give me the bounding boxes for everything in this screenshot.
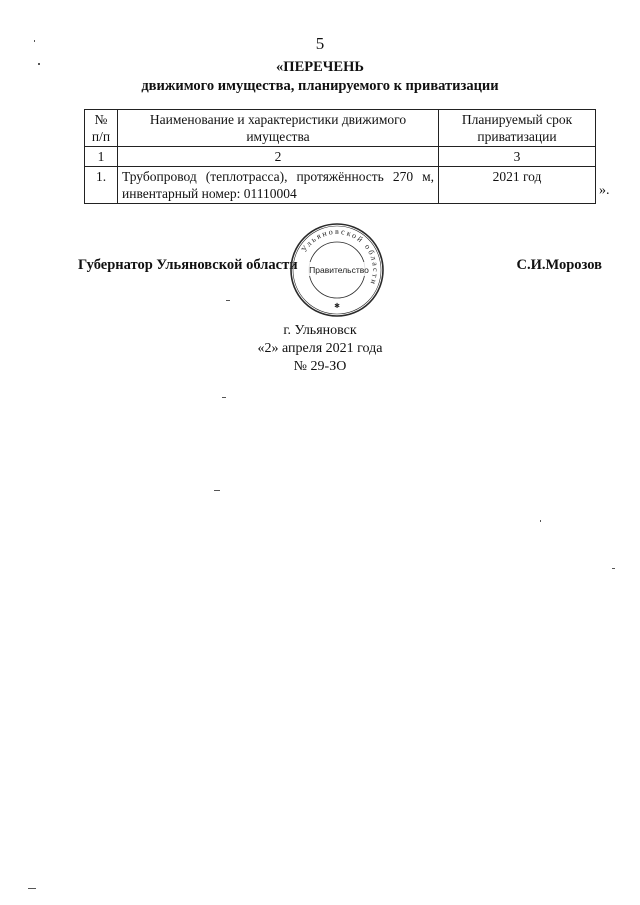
official-seal-icon	[289, 222, 385, 318]
scan-speck	[226, 300, 230, 301]
row-name-cell: Трубопровод (теплотрасса), протяжённость 270 м, инвентарный номер: 01110004	[118, 167, 439, 204]
scan-speck	[222, 397, 226, 398]
signatory-name: С.И.Морозов	[516, 257, 602, 273]
scan-speck	[540, 520, 541, 522]
page-number: 5	[315, 34, 325, 53]
index-cell-3: 3	[439, 147, 596, 167]
scan-speck	[28, 888, 36, 889]
closing-quote: ».	[599, 183, 610, 198]
row-term-cell: 2021 год	[439, 167, 596, 204]
header-term: Планируемый срок приватизации	[439, 110, 596, 147]
title-line-2: движимого имущества, планируемого к приватизации	[141, 78, 499, 94]
scan-speck	[214, 490, 220, 491]
row-num-cell: 1.	[85, 167, 118, 204]
header-num: № п/п	[85, 110, 118, 147]
document-title	[0, 58, 640, 96]
table-row	[85, 167, 596, 204]
property-list-table	[84, 109, 596, 204]
seal-center-text: Правительство	[309, 265, 369, 275]
title-line-1: «ПЕРЕЧЕНЬ	[276, 59, 364, 75]
law-number-line: № 29-ЗО	[293, 359, 347, 374]
header-name: Наименование и характеристики движимого имущества	[118, 110, 439, 147]
table-header-row	[85, 110, 596, 147]
place-date-block	[0, 322, 640, 376]
scan-speck	[34, 40, 35, 42]
index-cell-2: 2	[118, 147, 439, 167]
scan-speck	[38, 63, 40, 65]
table-index-row	[85, 147, 596, 167]
seal-ring-text: Ульяновской области	[299, 226, 381, 288]
scan-speck	[612, 568, 615, 569]
signatory-position: Губернатор Ульяновской области	[78, 257, 298, 273]
index-cell-1: 1	[85, 147, 118, 167]
date-line: «2» апреля 2021 года	[257, 341, 383, 356]
seal-star-icon: ✱	[334, 302, 340, 310]
city-line: г. Ульяновск	[283, 323, 357, 338]
